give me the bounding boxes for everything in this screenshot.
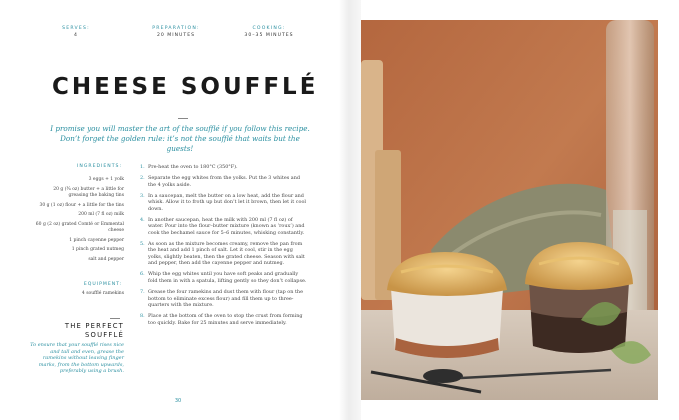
tip-title — [38, 322, 124, 340]
ingredient-item: 3 eggs + 1 yolk — [88, 177, 124, 182]
method-step — [140, 289, 308, 309]
step-number: 3. — [140, 192, 145, 199]
intro-line-1: I promise you will master the art of the soufflé if you follow this recipe. — [50, 124, 310, 133]
step-text: Separate the egg whites from the yolks. Put the 3 whites and the 4 yolks aside. — [148, 175, 300, 188]
ingredient-item: 1 pinch cayenne pepper — [69, 237, 124, 243]
ingredient-item: salt and pepper — [88, 256, 124, 262]
ingredients-list — [32, 177, 124, 267]
method-step — [140, 164, 308, 171]
method-steps — [140, 164, 308, 331]
step-number: 7. — [140, 289, 145, 296]
book-gutter — [339, 0, 361, 420]
step-number: 6. — [140, 271, 145, 278]
method-step — [140, 313, 308, 326]
step-text: Whip the egg whites until you have soft peaks and gradually fold them in with a spatula, lifting gently so they don’t collapse. — [148, 271, 307, 284]
step-text: Pre-heat the oven to 180°C (350°F). — [148, 164, 238, 170]
step-number: 8. — [140, 313, 145, 320]
method-step — [140, 175, 308, 188]
equipment-heading: EQUIPMENT: — [83, 282, 122, 287]
step-number: 5. — [140, 240, 145, 247]
ingredient-item: 60 g (2 oz) grated Comté or Emmental cheese — [35, 221, 124, 234]
ingredient-item: 30 g (1 oz) flour + a little for the tins — [39, 202, 124, 208]
ingredient-item: 200 ml (7 fl oz) milk — [78, 212, 124, 218]
method-step — [140, 193, 308, 213]
serves-value: 4 — [74, 33, 78, 38]
cooking-info — [238, 26, 300, 38]
step-number: 2. — [140, 175, 145, 182]
step-text: As soon as the mixture becomes creamy, remove the pan from the heat and add 1 pinch of salt. Let it cool, stir in the egg yolks, slightly beaten, then the grated cheese. Season with salt and pepper, then add the cayenne pepper and nutmeg. — [148, 240, 305, 267]
tip-text: To ensure that your soufflé rises nice and tall and even, grease the ramekins without leaving finger marks, from the bottom upwards, preferably using a brush. — [30, 342, 124, 375]
intro-line-2: Don’t forget the golden rule: it’s not the soufflé that waits but the guests! — [60, 134, 300, 153]
recipe-intro — [50, 124, 310, 154]
ramekin-right — [525, 242, 633, 353]
page-number: 30 — [174, 398, 182, 404]
method-step — [140, 271, 308, 284]
ingredients-heading: INGREDIENTS: — [77, 164, 122, 169]
step-text: Grease the four ramekins and dust them with flour (tap on the bottom to eliminate excess flour) and fill them up to three-quarters with the mixture. — [148, 289, 303, 309]
ramekin-left — [387, 252, 507, 358]
preparation-info — [146, 26, 206, 38]
photo-illustration — [361, 20, 658, 400]
ingredient-item: 20 g (¾ oz) butter + a little for greasing the baking tins — [53, 186, 124, 198]
cooking-label: COOKING: — [252, 26, 286, 31]
method-step — [140, 217, 308, 237]
cooking-value: 30–35 MINUTES — [244, 33, 294, 38]
equipment-item: 4 soufflé ramekins — [81, 291, 124, 296]
method-step — [140, 241, 308, 267]
serves-label: SERVES: — [62, 26, 90, 31]
preparation-label: PREPARATION: — [152, 26, 200, 31]
preparation-value: 20 MINUTES — [156, 33, 196, 38]
spoon-bowl — [423, 369, 463, 383]
ingredient-item: 1 pinch grated nutmeg — [71, 247, 124, 253]
souffle-photo — [361, 20, 658, 400]
recipe-title: CHEESE SOUFFLÉ — [52, 74, 319, 100]
step-text: In a saucepan, melt the butter on a low heat, add the flour and whisk. Allow it to froth up but don’t let it brown, then let it cool down. — [148, 192, 306, 212]
tip-divider — [110, 318, 120, 319]
step-number: 1. — [140, 164, 145, 170]
step-text: In another saucepan, heat the milk with 200 ml (7 fl oz) of water. Pour into the flour–butter mixture (known as ‘roux’) and cook the bechamel sauce for 5–6 minutes, whisking constantly. — [148, 216, 305, 236]
step-text: Place at the bottom of the oven to stop the crust from forming too quickly. Bake for 25 minutes and serve immediately. — [148, 313, 303, 326]
title-divider — [178, 118, 188, 119]
step-number: 4. — [140, 216, 145, 223]
tip-title-line-2: SOUFFLÉ — [85, 331, 124, 339]
tip-title-line-1: THE PERFECT — [64, 322, 124, 330]
serves-info — [56, 26, 96, 38]
